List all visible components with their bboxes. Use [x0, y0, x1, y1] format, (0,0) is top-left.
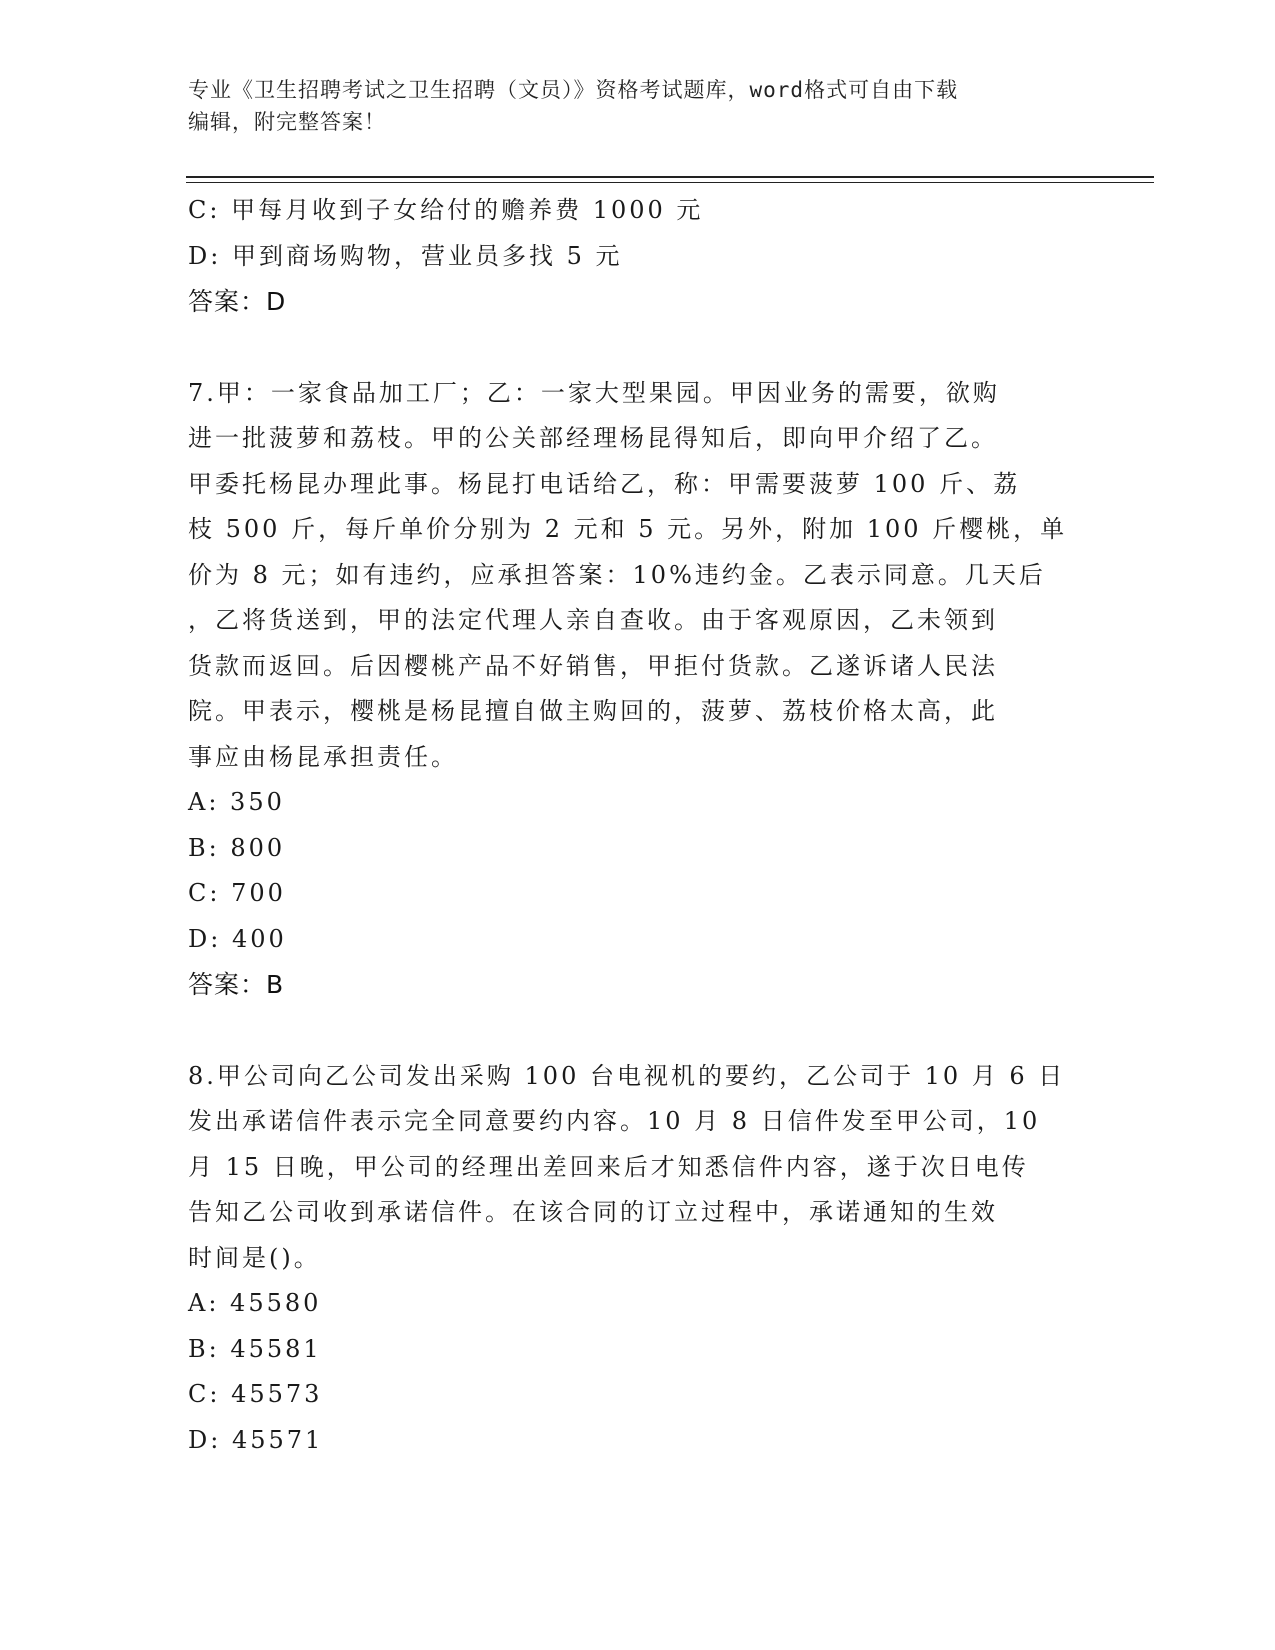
option-c: C: 700 [188, 879, 286, 907]
document-header [188, 74, 1068, 138]
spacer [188, 1008, 1068, 1054]
question-text-line: 发出承诺信件表示完全同意要约内容。10 月 8 日信件发至甲公司，10 [188, 1107, 1041, 1135]
question-text-line: 甲委托杨昆办理此事。杨昆打电话给乙，称：甲需要菠萝 100 斤、荔 [188, 469, 1021, 498]
header-divider-thin [186, 182, 1154, 183]
question-text-line: 8.甲公司向乙公司发出采购 100 台电视机的要约，乙公司于 10 月 6 日 [188, 1061, 1066, 1090]
answer-line: 答案：B [188, 970, 285, 999]
question-7 [188, 371, 1068, 1008]
question-text-line: 时间是()。 [188, 1243, 321, 1272]
question-text-line: 事应由杨昆承担责任。 [188, 742, 458, 771]
header-divider-thick [186, 176, 1154, 178]
option-b: B: 45581 [188, 1334, 322, 1363]
question-text-line: 枝 500 斤，每斤单价分别为 2 元和 5 元。另外，附加 100 斤樱桃，单 [188, 515, 1068, 543]
question-text-line: 月 15 日晚，甲公司的经理出差回来后才知悉信件内容，遂于次日电传 [188, 1152, 1029, 1181]
option-a: A: 350 [188, 788, 285, 816]
header-line-1: 专业《卫生招聘考试之卫生招聘（文员）》资格考试题库，word格式可自由下载 [188, 78, 959, 102]
option-d: D: 45571 [188, 1425, 324, 1454]
question-6-tail [188, 188, 1068, 325]
header-line-2: 编辑，附完整答案！ [188, 110, 386, 134]
option-d: D: 400 [188, 924, 287, 953]
question-text-line: 告知乙公司收到承诺信件。在该合同的订立过程中，承诺通知的生效 [188, 1198, 998, 1226]
question-text-line: 院。甲表示，樱桃是杨昆擅自做主购回的，菠萝、荔枝价格太高，此 [188, 697, 998, 725]
option-b: B: 800 [188, 833, 286, 862]
question-text-line: ，乙将货送到，甲的法定代理人亲自查收。由于客观原因，乙未领到 [188, 606, 998, 634]
option-c: C: 45573 [188, 1380, 323, 1408]
question-text-line: 货款而返回。后因樱桃产品不好销售，甲拒付货款。乙遂诉诸人民法 [188, 651, 998, 680]
option-a: A: 45580 [188, 1289, 322, 1317]
document-body [188, 188, 1068, 1463]
question-text-line: 进一批菠萝和荔枝。甲的公关部经理杨昆得知后，即向甲介绍了乙。 [188, 424, 998, 452]
question-8 [188, 1054, 1068, 1464]
answer-line: 答案：D [188, 287, 287, 316]
question-text-line: 7.甲：一家食品加工厂；乙：一家大型果园。甲因业务的需要，欲购 [188, 378, 1000, 407]
option-d: D: 甲到商场购物，营业员多找 5 元 [188, 241, 623, 270]
question-text-line: 价为 8 元；如有违约，应承担答案：10%违约金。乙表示同意。几天后 [188, 560, 1046, 589]
spacer [188, 325, 1068, 371]
option-c: C: 甲每月收到子女给付的赡养费 1000 元 [188, 196, 704, 224]
